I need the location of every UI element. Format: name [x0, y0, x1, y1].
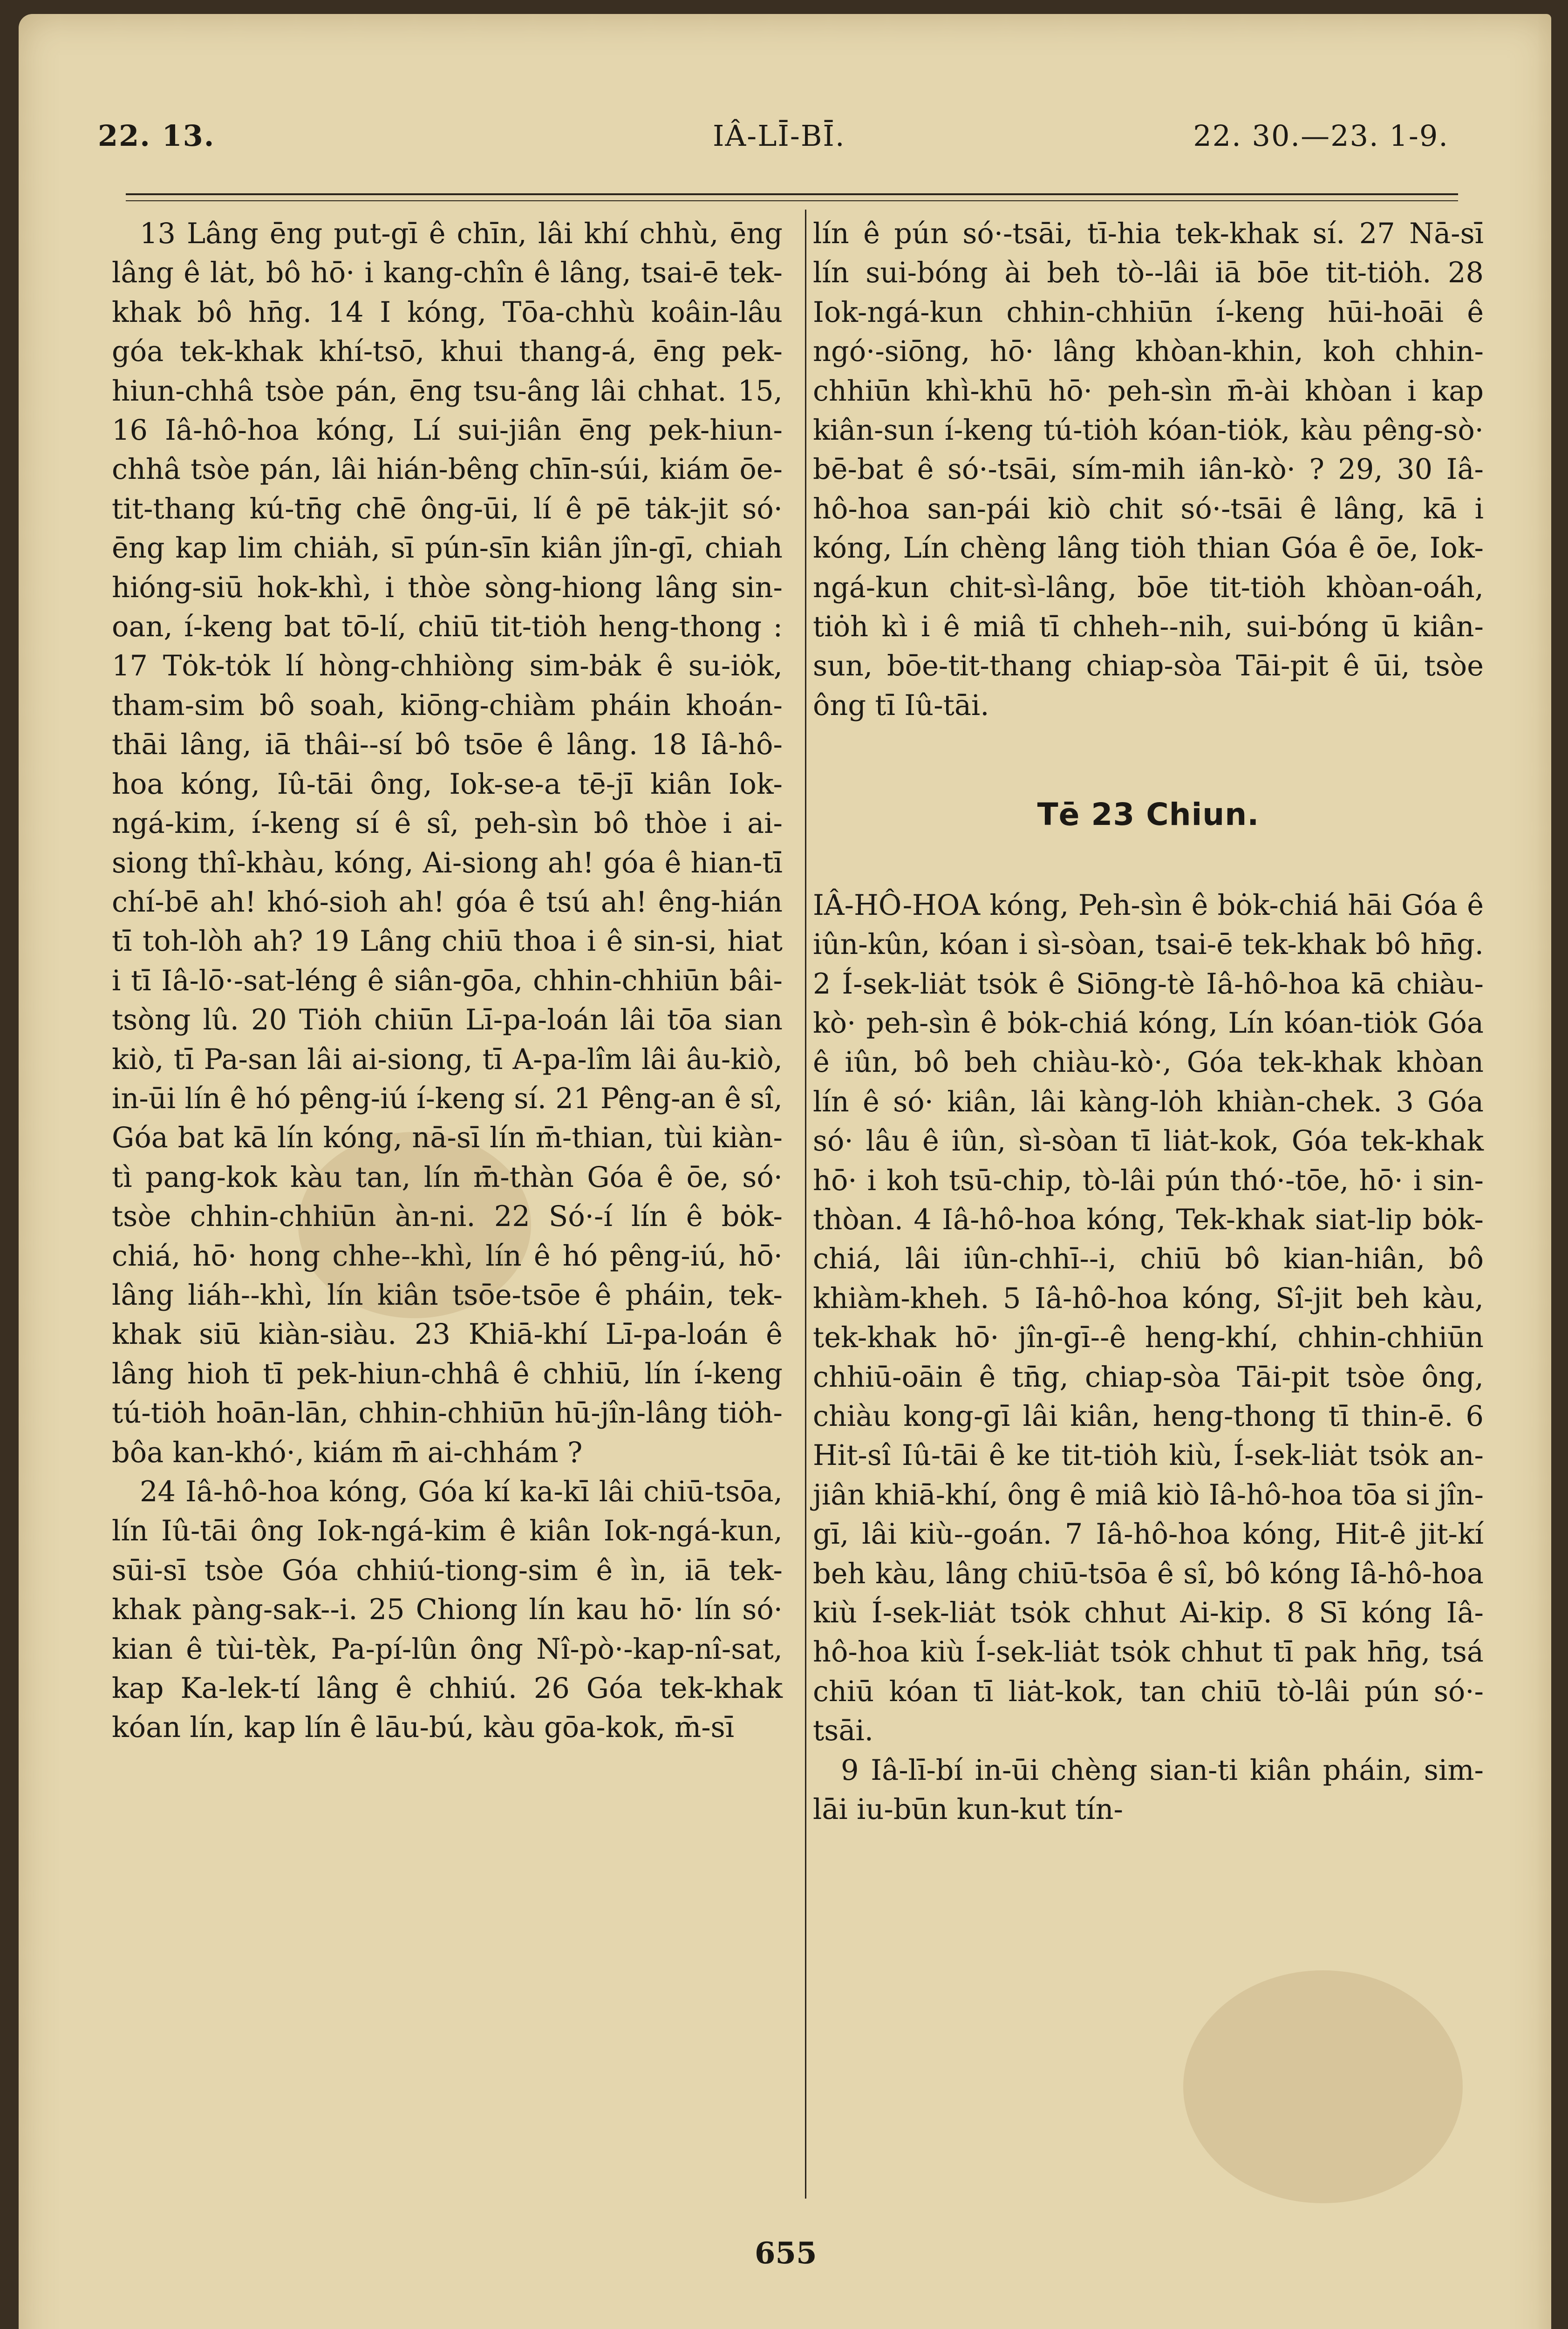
header-verse-range: 22. 30.—23. 1-9. [1193, 119, 1449, 153]
chapter-heading: Tē 23 Chiun. [1037, 797, 1260, 833]
paragraph: 24 Iâ-hô-hoa kóng, Góa kí ka-kī lâi chiū-tsōa, lín Iû-tāi ông Iok-ngá-kim ê kiân Iok-ngá-kun, sūi-sī tsòe Góa chhiú-tiong-sim ê ìn, iā tek-khak pàng-sak--i. 25 Chiong lín kau hō· lín só· kian ê tùi-tèk, Pa-pí-lûn ông Nî-pò·-kap-nî-sat, kap Ka-lek-tí lâng ê chhiú. 26 Góa tek-khak kóan lín, kap lín ê lāu-bú, kàu gōa-kok, m̄-sī [112, 1476, 783, 1744]
paragraph: 9 Iâ-lī-bí in-ūi chèng sian-ti kiân pháin, sim-lāi iu-būn kun-kut tín- [813, 1754, 1484, 1826]
book-page [19, 14, 1551, 2329]
paragraph: 13 Lâng ēng put-gī ê chīn, lâi khí chhù, ēng lâng ê lȧt, bô hō· i kang-chîn ê lâng, tsai-ē tek-khak bô hn̄g. 14 I kóng, Tōa-chhù koâin-lâu góa tek-khak khí-tsō, khui thang-á, ēng pek-hiun-chhâ tsòe pán, ēng tsu-âng lâi chhat. 15, 16 Iâ-hô-hoa kóng, Lí sui-jiân ēng pek-hiun-chhâ tsòe pán, lâi hián-bêng chīn-súi, kiám ōe-tit-thang kú-tn̄g chē ông-ūi, lí ê pē tȧk-jit só· ēng kap lim chiȧh, sī pún-sīn kiân jîn-gī, chiah hióng-siū hok-khì, i thòe sòng-hiong lâng sin-oan, í-keng bat tō-lí, chiū tit-tiȯh heng-thong : 17 Tȯk-tȯk lí hòng-chhiòng sim-bȧk ê su-iȯk, tham-sim bô soah, kiōng-chiàm pháin khoán-thāi lâng, iā thâi--sí bô tsōe ê lâng. 18 Iâ-hô-hoa kóng, Iû-tāi ông, Iok-se-a tē-jī kiân Iok-ngá-kim, í-keng sí ê sî, peh-sìn bô thòe i ai-siong thî-khàu, kóng, Ai-siong ah! góa ê hian-tī chí-bē ah! khó-sioh ah! góa ê tsú ah! êng-hián tī toh-lòh ah? 19 Lâng chiū thoa i ê sin-si, hiat i tī Iâ-lō·-sat-léng ê siân-gōa, chhin-chhiūn bâi-tsòng lû. 20 Tiȯh chiūn Lī-pa-loán lâi tōa sian kiò, tī Pa-san lâi ai-siong, tī A-pa-lîm lâi âu-kiò, in-ūi lín ê hó pêng-iú í-keng sí. 21 Pêng-an ê sî, Góa bat kā lín kóng, nā-sī lín m̄-thian, tùi kiàn-tì pang-kok kàu tan, lín m̄-thàn Góa ê ōe, só· tsòe chhin-chhiūn àn-ni. 22 Só·-í lín ê bȯk-chiá, hō· hong chhe--khì, lín ê hó pêng-iú, hō· lâng liáh--khì, lín kiân tsōe-tsōe ê pháin, tek-khak siū kiàn-siàu. 23 Khiā-khí Lī-pa-loán ê lâng hioh tī pek-hiun-chhâ ê chhiū, lín í-keng tú-tiȯh hoān-lān, chhin-chhiūn hū-jîn-lâng tiȯh-bôa kan-khó·, kiám m̄ ai-chhám ? [112, 218, 783, 1469]
column-divider [805, 210, 806, 2199]
header-book-title: IÂ-LĪ-BĪ. [713, 119, 845, 153]
right-column [813, 214, 1484, 1829]
paragraph: lín ê pún só·-tsāi, tī-hia tek-khak sí. 27 Nā-sī lín sui-bóng ài beh tò--lâi iā bōe tit-tiȯh. 28 Iok-ngá-kun chhin-chhiūn í-keng hūi-hoāi ê ngó·-siōng, hō· lâng khòan-khin, koh chhin-chhiūn khì-khū hō· peh-sìn m̄-ài khòan i kap kiân-sun í-keng tú-tiȯh kóan-tiȯk, kàu pêng-sò· bē-bat ê só·-tsāi, sím-mih iân-kò· ? 29, 30 Iâ-hô-hoa san-pái kiò chit só·-tsāi ê lâng, kā i kóng, Lín chèng lâng tiȯh thian Góa ê ōe, Iok-ngá-kun chit-sì-lâng, bōe tit-tiȯh khòan-oáh, tiȯh kì i ê miâ tī chheh--nih, sui-bóng ū kiân-sun, bōe-tit-thang chiap-sòa Tāi-pit ê ūi, tsòe ông tī Iû-tāi. [813, 218, 1484, 722]
running-header [98, 119, 1449, 170]
left-column [112, 214, 783, 1748]
header-rule [126, 193, 1458, 195]
page-number: 655 [755, 2236, 817, 2271]
chapter-first-paragraph: IÂ-HÔ-HOA kóng, Peh-sìn ê bȯk-chiá hāi Góa ê iûn-kûn, kóan i sì-sòan, tsai-ē tek-khak bô hn̄g. 2 Í-sek-liȧt tsȯk ê Siōng-tè Iâ-hô-hoa kā chiàu-kò· peh-sìn ê bȯk-chiá kóng, Lín kóan-tiȯk Góa ê iûn, bô beh chiàu-kò·, Góa tek-khak khòan lín ê só· kiân, lâi kàng-lȯh khiàn-chek. 3 Góa só· lâu ê iûn, sì-sòan tī liȧt-kok, Góa tek-khak hō· i koh tsū-chip, tò-lâi pún thó·-tōe, hō· i sin-thòan. 4 Iâ-hô-hoa kóng, Tek-khak siat-lip bȯk-chiá, lâi iûn-chhī--i, chiū bô kian-hiân, bô khiàm-kheh. 5 Iâ-hô-hoa kóng, Sî-jit beh kàu, tek-khak hō· jîn-gī--ê heng-khí, chhin-chhiūn chhiū-oāin ê tn̄g, chiap-sòa Tāi-pit tsòe ông, chiàu kong-gī lâi kiân, heng-thong tī thin-ē. 6 Hit-sî Iû-tāi ê ke tit-tiȯh kiù, Í-sek-liȧt tsȯk an-jiân khiā-khí, ông ê miâ kiò Iâ-hô-hoa tōa si jîn-gī, lâi kiù--goán. 7 Iâ-hô-hoa kóng, Hit-ê jit-kí beh kàu, lâng chiū-tsōa ê sî, bô kóng Iâ-hô-hoa kiù Í-sek-liȧt tsȯk chhut Ai-kip. 8 Sī kóng Iâ-hô-hoa kiù Í-sek-liȧt tsȯk chhut tī pak hn̄g, tsá chiū kóan tī liȧt-kok, tan chiū tò-lâi pún só·-tsāi. [813, 889, 1484, 1748]
paper-stain [1183, 1970, 1463, 2203]
header-verse-start: 22. 13. [98, 119, 215, 153]
header-rule-thin [126, 200, 1458, 201]
